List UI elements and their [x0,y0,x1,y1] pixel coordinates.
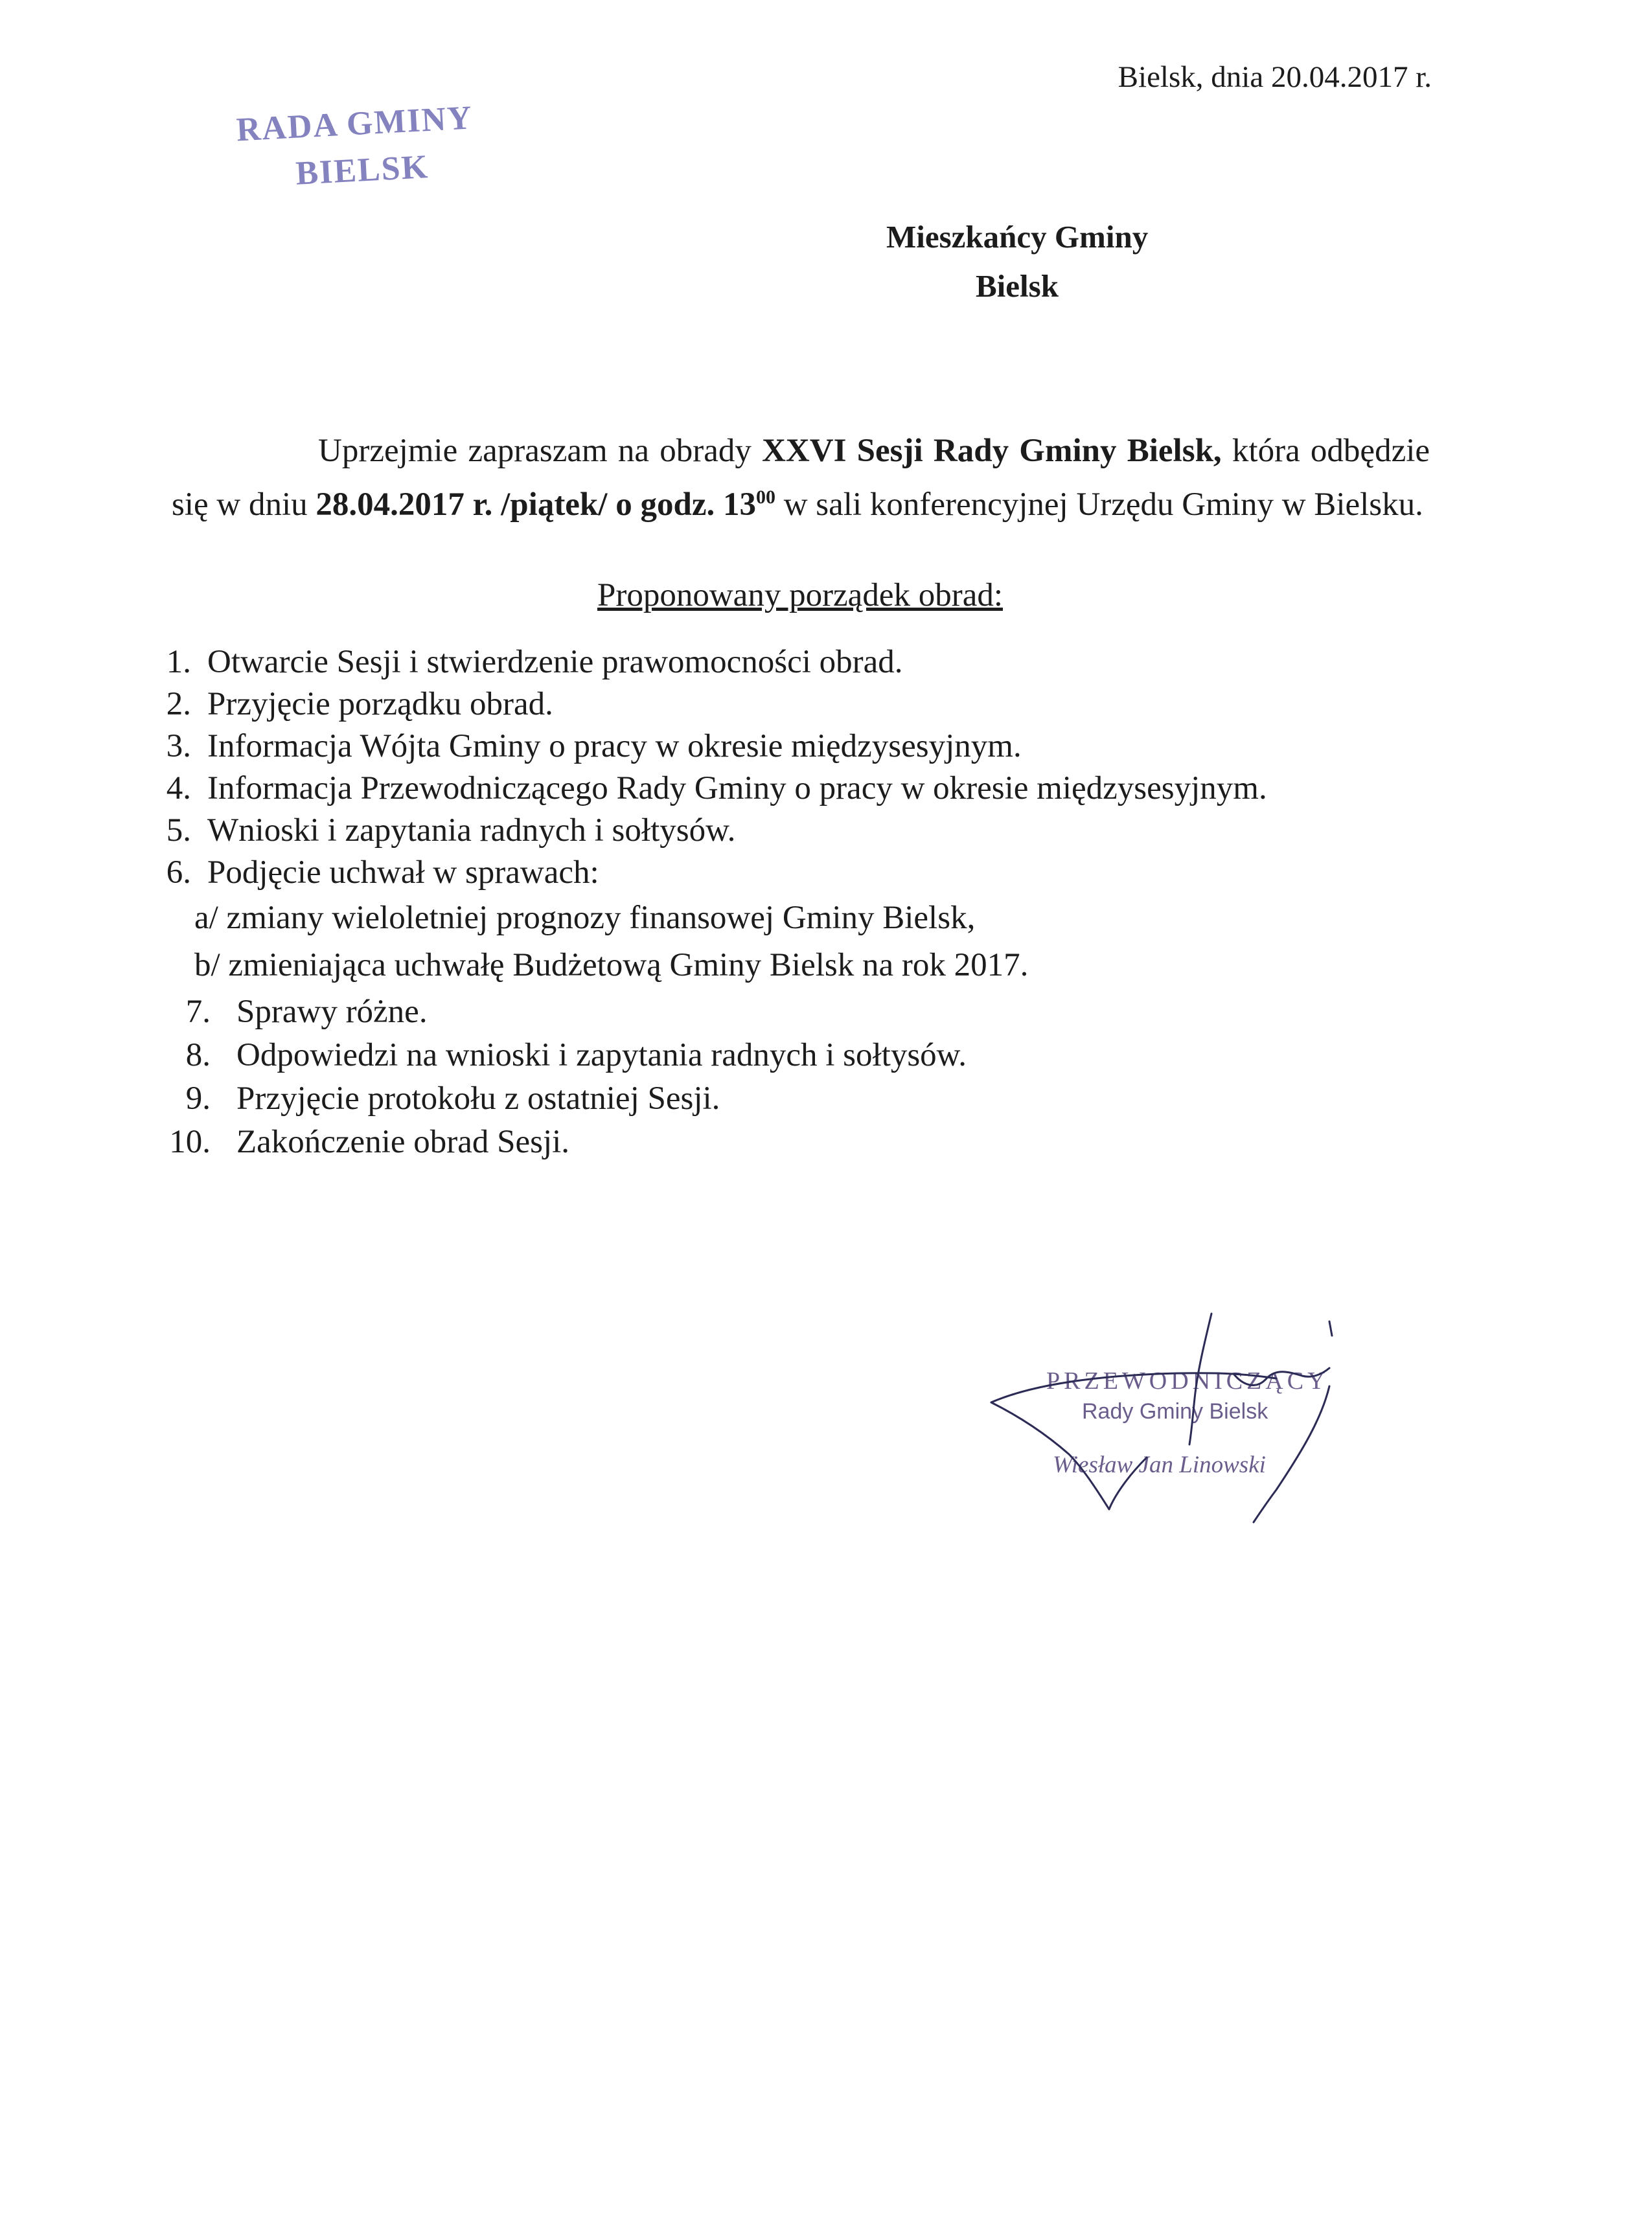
agenda-item-number: 4. [166,770,191,806]
agenda-item-number: 5. [166,812,191,849]
agenda-item-number: 9. [185,1080,211,1117]
agenda-item-text: Otwarcie Sesji i stwierdzenie prawomocności obrad. [207,644,903,680]
agenda-subitem-text: a/ zmiany wieloletniej prognozy finansowej Gminy Bielsk, [194,900,976,936]
agenda-item-text: Odpowiedzi na wnioski i zapytania radnych i sołtysów. [236,1037,967,1073]
agenda-item-number: 6. [166,854,191,891]
signature-subtitle: Rady Gminy Bielsk [1082,1399,1268,1424]
session-name: XXVI Sesji Rady Gminy Bielsk, [762,433,1222,469]
handwritten-signature-icon [939,1296,1380,1555]
agenda-item-text: Przyjęcie porządku obrad. [207,686,553,722]
agenda-item-text: Wnioski i zapytania radnych i sołtysów. [207,812,736,849]
organization-stamp [227,96,530,209]
agenda-item-number: 1. [166,644,191,680]
recipient-line-1: Mieszkańcy Gminy [886,219,1149,255]
signature-title: PRZEWODNICZĄCY [1046,1367,1329,1395]
agenda-item-text: Podjęcie uchwał w sprawach: [207,854,599,891]
recipient-block [886,212,1148,311]
stamp-line-1: RADA GMINY [235,99,474,149]
session-time-minutes: 00 [755,486,775,508]
stamp-line-2: BIELSK [295,148,430,192]
agenda-item-number: 3. [166,728,191,764]
agenda-title: Proponowany porządek obrad: [597,577,1003,613]
agenda-item-number: 8. [185,1037,211,1073]
agenda-item-text: Przyjęcie protokołu z ostatniej Sesji. [236,1080,720,1117]
agenda-subitem-text: b/ zmieniająca uchwałę Budżetową Gminy Bielsk na rok 2017. [194,947,1029,983]
signature-stamp [939,1296,1380,1555]
agenda-item-number: 2. [166,686,191,722]
signature-name: Wiesław Jan Linowski [1053,1452,1266,1478]
body-text-2: która odbędzie się w dniu [172,433,1430,523]
body-text-1: Uprzejmie zapraszam na obrady [318,433,763,469]
agenda-item-text: Informacja Przewodniczącego Rady Gminy o pracy w okresie międzysesyjnym. [207,770,1267,806]
agenda-item-text: Sprawy różne. [236,994,428,1030]
agenda-item-number: 10. [169,1124,211,1160]
agenda-item-text: Informacja Wójta Gminy o pracy w okresie międzysesyjnym. [207,728,1022,764]
document-date: Bielsk, dnia 20.04.2017 r. [1118,60,1432,94]
session-date: 28.04.2017 r. /piątek/ o godz. 13 [315,486,756,523]
invitation-paragraph [172,428,1430,528]
agenda-item-text: Zakończenie obrad Sesji. [236,1124,570,1160]
body-text-3: w sali konferencyjnej Urzędu Gminy w Bielsku. [775,486,1423,523]
recipient-line-2: Bielsk [976,268,1059,304]
agenda-item-number: 7. [185,994,211,1030]
